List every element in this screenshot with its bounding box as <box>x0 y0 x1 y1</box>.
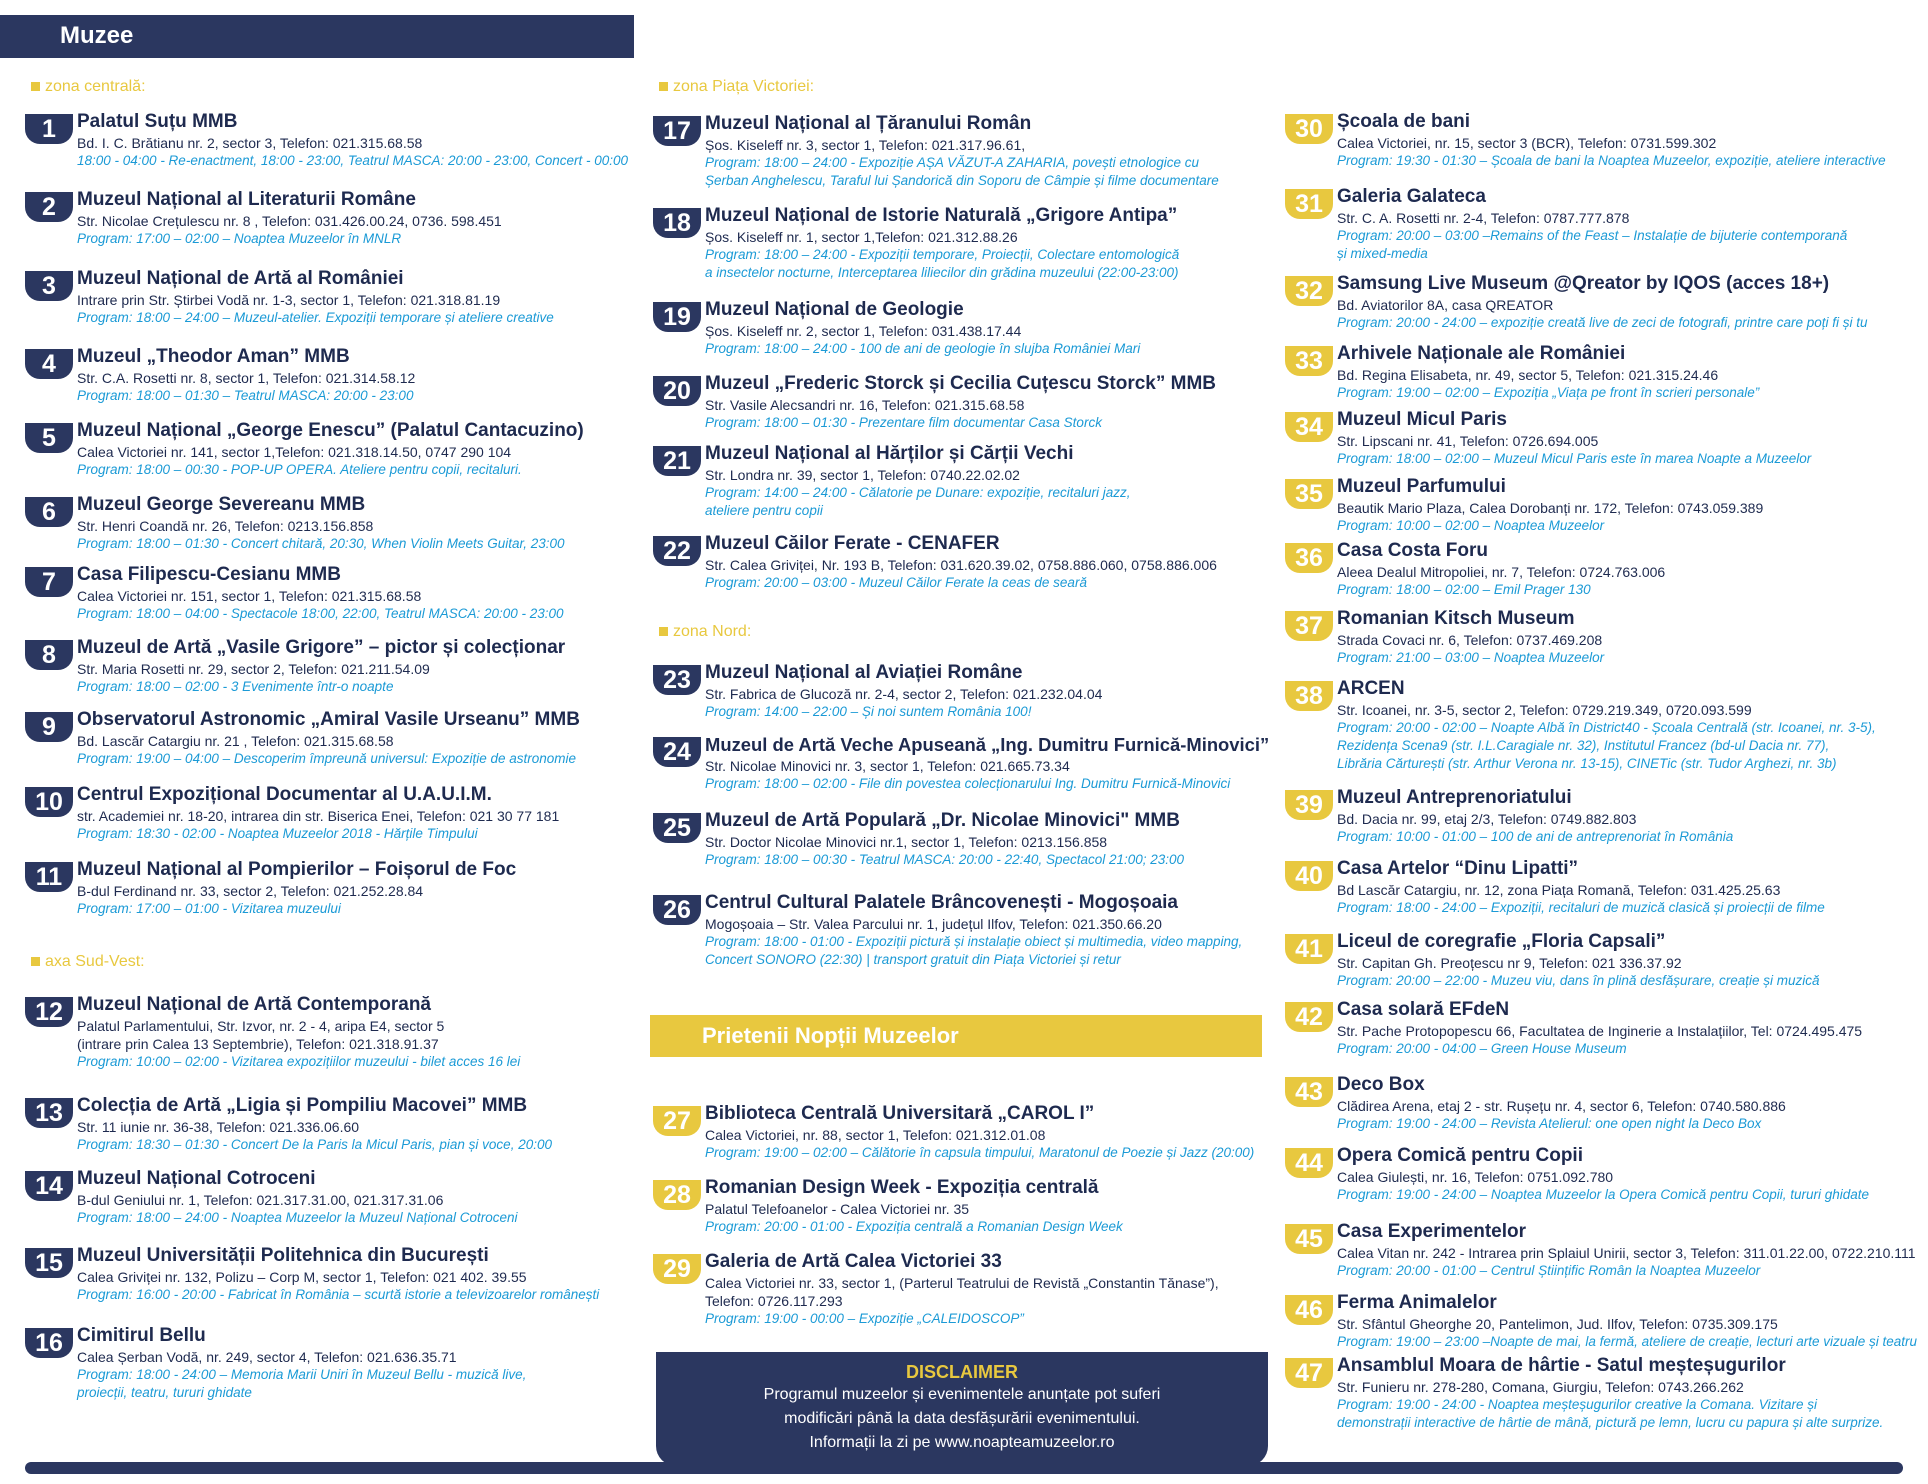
museum-name: Palatul Suțu MMB <box>77 111 238 132</box>
entry-number-badge: 4 <box>25 349 73 379</box>
museum-entry <box>1285 858 1925 931</box>
museum-address: Str. 11 iunie nr. 36-38, Telefon: 021.336.06.60 <box>77 1119 360 1135</box>
museum-address: Clădirea Arena, etaj 2 - str. Rușețu nr. 4, sector 6, Telefon: 0740.580.886 <box>1337 1098 1786 1114</box>
entry-number-badge: 45 <box>1285 1224 1333 1254</box>
museum-program: Program: 18:00 – 02:00 - 3 Evenimente într-o noapte <box>77 679 394 694</box>
entry-number-badge: 33 <box>1285 346 1333 376</box>
museum-name: Ansamblul Moara de hârtie - Satul meșteșugurilor <box>1337 1355 1786 1376</box>
museum-program: Program: 19:00 - 24:00 – Noaptea Muzeelor la Opera Comică pentru Copii, tururi ghidate <box>1337 1187 1870 1202</box>
museum-name: Colecția de Artă „Ligia și Pompiliu Macovei” MMB <box>77 1095 528 1116</box>
museum-entry <box>25 494 640 567</box>
museum-program: Concert SONORO (22:30) | transport gratuit din Piața Victoriei și retur <box>705 952 1121 967</box>
museum-address: Str. Calea Griviței, Nr. 193 B, Telefon: 031.620.39.02, 0758.886.060, 0758.886.006 <box>705 557 1217 573</box>
museum-program: Program: 18:00 – 00:30 - Teatrul MASCA: 20:00 - 22:40, Spectacol 21:00; 23:00 <box>705 852 1185 867</box>
entry-number-badge: 27 <box>653 1106 701 1136</box>
museum-program: Program: 19:00 – 23:00 –Noapte de mai, la fermă, ateliere de creație, lecturi arte vizuale și teatru <box>1337 1334 1918 1349</box>
entry-number-badge: 2 <box>25 192 73 222</box>
museum-address: Calea Victoriei nr. 151, sector 1, Telefon: 021.315.68.58 <box>77 588 422 604</box>
museum-address: Str. Pache Protopopescu 66, Facultatea de Inginerie a Instalațiilor, Tel: 0724.495.475 <box>1337 1023 1863 1039</box>
museum-address: Calea Victoriei nr. 141, sector 1,Telefon: 021.318.14.50, 0747 290 104 <box>77 444 512 460</box>
museum-program: Program: 19:30 - 01:30 – Școala de bani la Noaptea Muzeelor, expoziție, ateliere interactive <box>1337 153 1886 168</box>
museum-name: Muzeul Căilor Ferate - CENAFER <box>705 533 1000 554</box>
museum-name: Muzeul Național al Literaturii Române <box>77 189 416 210</box>
museum-program: Program: 18:00 – 01:30 - Concert chitară, 20:30, When Violin Meets Guitar, 23:00 <box>77 536 565 551</box>
museum-program: a insectelor nocturne, Interceptarea liliecilor din grădina muzeului (22:00-23:00) <box>705 265 1179 280</box>
museum-address: Calea Giulești, nr. 16, Telefon: 0751.092.780 <box>1337 1169 1614 1185</box>
museum-program: Program: 19:00 - 00:00 – Expoziție „CALEIDOSCOP” <box>705 1311 1024 1326</box>
museum-program: Program: 10:00 - 01:00 – 100 de ani de antreprenoriat în România <box>1337 829 1734 844</box>
museum-entry <box>653 1103 1273 1176</box>
entry-number-badge: 44 <box>1285 1148 1333 1178</box>
friends-banner-title: Prietenii Nopții Muzeelor <box>702 1023 959 1048</box>
museum-program: Program: 10:00 – 02:00 – Noaptea Muzeelor <box>1337 518 1605 533</box>
museum-entry <box>1285 608 1925 681</box>
museum-address: Intrare prin Str. Știrbei Vodă nr. 1-3, sector 1, Telefon: 021.318.81.19 <box>77 292 501 308</box>
museum-program: Program: 20:00 - 04:00 – Green House Museum <box>1337 1041 1627 1056</box>
museum-program: Program: 18:00 – 04:00 - Spectacole 18:00, 22:00, Teatrul MASCA: 20:00 - 23:00 <box>77 606 564 621</box>
museum-name: Casa Artelor “Dinu Lipatti” <box>1337 858 1579 879</box>
entry-number-badge: 22 <box>653 536 701 566</box>
museum-name: Muzeul Național al Hărților și Cărții Vechi <box>705 443 1074 464</box>
museum-program: Program: 19:00 – 02:00 – Expoziția „Viața pe front în scrieri personale” <box>1337 385 1760 400</box>
entry-number-badge: 6 <box>25 497 73 527</box>
museum-program: proiecții, teatru, tururi ghidate <box>77 1385 252 1400</box>
museum-program: Program: 20:00 - 02:00 – Noapte Albă în District40 - Școala Centrală (str. Icoanei, nr. 3-5), <box>1337 720 1876 735</box>
entry-number-badge: 15 <box>25 1248 73 1278</box>
entry-number-badge: 21 <box>653 446 701 476</box>
museum-entry <box>653 662 1273 735</box>
museums-header <box>0 15 634 58</box>
museum-name: Centrul Cultural Palatele Brâncovenești - Mogoșoaia <box>705 892 1178 913</box>
museum-entry <box>25 1168 640 1241</box>
museum-entry <box>1285 1145 1925 1218</box>
museum-address: Str. C. A. Rosetti nr. 2-4, Telefon: 0787.777.878 <box>1337 210 1630 226</box>
museum-name: Muzeul Național de Artă al României <box>77 268 404 289</box>
museum-program: Șerban Anghelescu, Taraful lui Șandorică din Soporu de Câmpie și filme documentare <box>705 173 1219 188</box>
museum-name: Opera Comică pentru Copii <box>1337 1145 1583 1166</box>
museum-entry <box>25 346 640 419</box>
entry-number-badge: 9 <box>25 712 73 742</box>
entry-number-badge: 37 <box>1285 611 1333 641</box>
museum-entry <box>25 1095 640 1168</box>
museum-name: Muzeul Național al Aviației Române <box>705 662 1023 683</box>
zone-label <box>31 78 146 96</box>
museum-address: Palatul Parlamentului, Str. Izvor, nr. 2 - 4, aripa E4, sector 5 <box>77 1018 445 1034</box>
entry-number-badge: 7 <box>25 567 73 597</box>
museum-program: Program: 20:00 - 24:00 – expoziție creată live de zeci de fotografi, printre care poți fi și tu <box>1337 315 1868 330</box>
entry-number-badge: 30 <box>1285 114 1333 144</box>
museum-entry <box>25 1325 640 1400</box>
museum-entry <box>25 637 640 710</box>
museum-program: Program: 19:00 – 02:00 – Călătorie în capsula timpului, Maratonul de Poezie și Jazz (20:00) <box>705 1145 1255 1160</box>
museum-program: Program: 18:30 – 01:30 - Concert De la Paris la Micul Paris, pian și voce, 20:00 <box>77 1137 552 1152</box>
entry-number-badge: 47 <box>1285 1358 1333 1388</box>
museum-address: Șos. Kiseleff nr. 2, sector 1, Telefon: 031.438.17.44 <box>705 323 1022 339</box>
disclaimer-title: DISCLAIMER <box>906 1362 1018 1382</box>
museum-program: Program: 18:00 – 01:30 – Teatrul MASCA: 20:00 - 23:00 <box>77 388 414 403</box>
museum-entry <box>25 709 640 782</box>
disclaimer-box <box>656 1352 1268 1466</box>
museum-entry <box>1285 999 1925 1072</box>
museum-entry <box>653 113 1273 188</box>
museum-entry <box>25 268 640 341</box>
museum-address: Beautik Mario Plaza, Calea Dorobanți nr. 172, Telefon: 0743.059.389 <box>1337 500 1764 516</box>
museum-name: Muzeul Național de Artă Contemporană <box>77 994 431 1015</box>
museum-entry <box>1285 540 1925 613</box>
museum-program: Librăria Cărturești (str. Arthur Verona nr. 13-15), CINETic (str. Tudor Arghezi, nr. 3b) <box>1337 756 1837 771</box>
museum-name: Muzeul Național al Pompierilor – Foișorul de Foc <box>77 859 517 880</box>
museum-program: Program: 18:00 – 01:30 - Prezentare film documentar Casa Storck <box>705 415 1102 430</box>
museum-program: Program: 18:00 – 24:00 - Expoziții temporare, Proiecții, Colectare entomologică <box>705 247 1180 262</box>
museum-name: Muzeul George Severeanu MMB <box>77 494 366 515</box>
museum-program: Program: 20:00 - 01:00 – Centrul Științific Român la Noaptea Muzeelor <box>1337 1263 1761 1278</box>
entry-number-badge: 43 <box>1285 1077 1333 1107</box>
entry-number-badge: 13 <box>25 1098 73 1128</box>
museum-address: Bd. Regina Elisabeta, nr. 49, sector 5, Telefon: 021.315.24.46 <box>1337 367 1719 383</box>
museum-name: Muzeul „Theodor Aman” MMB <box>77 346 350 367</box>
museum-address: Calea Victoriei, nr. 88, sector 1, Telefon: 021.312.01.08 <box>705 1127 1046 1143</box>
entry-number-badge: 40 <box>1285 861 1333 891</box>
museum-address: Str. Nicolae Crețulescu nr. 8 , Telefon: 031.426.00.24, 0736. 598.451 <box>77 213 502 229</box>
museum-name: Cimitirul Bellu <box>77 1325 206 1346</box>
entry-number-badge: 41 <box>1285 934 1333 964</box>
museum-name: Galeria Galateca <box>1337 186 1486 207</box>
entry-number-badge: 39 <box>1285 790 1333 820</box>
entry-number-badge: 31 <box>1285 189 1333 219</box>
museum-address: Bd. Dacia nr. 99, etaj 2/3, Telefon: 0749.882.803 <box>1337 811 1637 827</box>
entry-number-badge: 35 <box>1285 479 1333 509</box>
entry-number-badge: 8 <box>25 640 73 670</box>
museum-entry <box>1285 409 1925 482</box>
museum-address: B-dul Geniului nr. 1, Telefon: 021.317.31.00, 021.317.31.06 <box>77 1192 444 1208</box>
museum-address: Str. C.A. Rosetti nr. 8, sector 1, Telefon: 021.314.58.12 <box>77 370 416 386</box>
museum-name: Casa Filipescu-Cesianu MMB <box>77 564 341 585</box>
museum-address: Calea Victoriei nr. 33, sector 1, (Parterul Teatrului de Revistă „Constantin Tănase”), <box>705 1275 1219 1291</box>
entry-number-badge: 16 <box>25 1328 73 1358</box>
museum-entry <box>1285 1355 1925 1430</box>
museum-name: Muzeul Național de Istorie Naturală „Grigore Antipa” <box>705 205 1178 226</box>
museum-address: str. Academiei nr. 18-20, intrarea din str. Biserica Enei, Telefon: 021 30 77 181 <box>77 808 560 824</box>
museum-address: Aleea Dealul Mitropoliei, nr. 7, Telefon: 0724.763.006 <box>1337 564 1666 580</box>
museum-entry <box>1285 186 1925 261</box>
zone-bullet-icon <box>31 957 40 966</box>
museum-entry <box>25 859 640 932</box>
museum-program: Program: 21:00 – 03:00 – Noaptea Muzeelor <box>1337 650 1605 665</box>
museum-address: Str. Funieru nr. 278-280, Comana, Giurgiu, Telefon: 0743.266.262 <box>1337 1379 1744 1395</box>
zone-label-text: zona centrală: <box>45 78 146 95</box>
zone-bullet-icon <box>659 627 668 636</box>
museum-entry <box>653 373 1273 446</box>
entry-number-badge: 20 <box>653 376 701 406</box>
museum-name: Muzeul „Frederic Storck și Cecilia Cuțescu Storck” MMB <box>705 373 1217 394</box>
disclaimer-line: Informații la zi pe www.noapteamuzeelor.ro <box>809 1434 1115 1451</box>
zone-bullet-icon <box>31 82 40 91</box>
museum-address: Str. Londra nr. 39, sector 1, Telefon: 0740.22.02.02 <box>705 467 1020 483</box>
museum-name: Muzeul Național Cotroceni <box>77 1168 316 1189</box>
museum-address: Strada Covaci nr. 6, Telefon: 0737.469.208 <box>1337 632 1603 648</box>
museum-program: Program: 20:00 – 03:00 - Muzeul Căilor Ferate la ceas de seară <box>705 575 1087 590</box>
museum-program: Program: 16:00 - 20:00 - Fabricat în România – scurtă istorie a televizoarelor românești <box>77 1287 600 1302</box>
museum-name: Casa solară EFdeN <box>1337 999 1510 1020</box>
entry-number-badge: 1 <box>25 114 73 144</box>
museum-program: Program: 17:00 – 02:00 – Noaptea Muzeelor în MNLR <box>77 231 402 246</box>
entry-number-badge: 42 <box>1285 1002 1333 1032</box>
museum-name: Muzeul Micul Paris <box>1337 409 1507 430</box>
museum-program: Program: 17:00 – 01:00 - Vizitarea muzeului <box>77 901 341 916</box>
disclaimer-line: Programul muzeelor și evenimentele anunțate pot suferi <box>763 1386 1161 1403</box>
museum-program: Program: 18:00 – 02:00 – Muzeul Micul Paris este în marea Noapte a Muzeelor <box>1337 451 1812 466</box>
museum-entry <box>1285 273 1925 346</box>
disclaimer-line: modificări până la data desfășurării evenimentului. <box>784 1410 1140 1427</box>
entry-number-badge: 5 <box>25 423 73 453</box>
museum-entry <box>25 420 640 493</box>
museum-program: Program: 18:00 – 24:00 – Muzeul-atelier. Expoziții temporare și ateliere creative <box>77 310 554 325</box>
museum-name: Arhivele Naționale ale României <box>1337 343 1626 364</box>
museum-entry <box>25 994 640 1069</box>
museum-program: Program: 20:00 - 01:00 - Expoziția centrală a Romanian Design Week <box>705 1219 1123 1234</box>
museum-program: Program: 19:00 - 24:00 - Noaptea meșteșugurilor creative la Comana. Vizitare și <box>1337 1397 1817 1412</box>
museum-program: Program: 18:00 – 02:00 - File din povestea colecționarului Ing. Dumitru Furnică-Minovici <box>705 776 1231 791</box>
museum-name: Muzeul de Artă Veche Apuseană „Ing. Dumitru Furnică-Minovici” <box>705 734 1270 755</box>
museum-name: Deco Box <box>1337 1074 1425 1095</box>
museum-entry <box>653 1251 1273 1326</box>
museum-program: Program: 19:00 - 24:00 – Revista Atelierul: one open night la Deco Box <box>1337 1116 1762 1131</box>
entry-number-badge: 23 <box>653 665 701 695</box>
museum-entry <box>25 1245 640 1318</box>
museum-entry <box>25 111 640 184</box>
museum-address: Bd. Lascăr Catargiu nr. 21 , Telefon: 021.315.68.58 <box>77 733 394 749</box>
museum-name: Muzeul Antreprenoriatului <box>1337 787 1572 808</box>
museum-name: Muzeul Național „George Enescu” (Palatul Cantacuzino) <box>77 420 584 441</box>
museum-program: Program: 18:00 – 00:30 - POP-UP OPERA. Ateliere pentru copii, recitaluri. <box>77 462 522 477</box>
museum-name: Muzeul Național al Țăranului Român <box>705 113 1032 134</box>
entry-number-badge: 28 <box>653 1180 701 1210</box>
museum-program: Program: 14:00 – 22:00 – Și noi suntem România 100! <box>705 704 1032 719</box>
museum-name: Centrul Expozițional Documentar al U.A.U.I.M. <box>77 784 492 805</box>
museum-address: Calea Victoriei, nr. 15, sector 3 (BCR), Telefon: 0731.599.302 <box>1337 135 1717 151</box>
museum-program: Program: 18:00 – 24:00 - Expoziție AȘA VĂZUT-A ZAHARIA, povești etnologice cu <box>705 155 1199 170</box>
museums-header-title: Muzee <box>60 22 134 49</box>
museum-name: Galeria de Artă Calea Victoriei 33 <box>705 1251 1002 1272</box>
museum-program: Program: 18:30 - 02:00 - Noaptea Muzeelor 2018 - Hărțile Timpului <box>77 826 478 841</box>
museum-entry <box>1285 111 1925 184</box>
entry-number-badge: 32 <box>1285 276 1333 306</box>
zone-label <box>659 623 751 641</box>
museum-name: Casa Experimentelor <box>1337 1221 1527 1242</box>
museum-address: Mogoșoaia – Str. Valea Parcului nr. 1, județul Ilfov, Telefon: 021.350.66.20 <box>705 916 1162 932</box>
museum-name: Ferma Animalelor <box>1337 1292 1497 1313</box>
museum-name: Muzeul Național de Geologie <box>705 299 964 320</box>
museum-program: Program: 20:00 – 03:00 –Remains of the Feast – Instalație de bijuterie contemporană <box>1337 228 1848 243</box>
museum-address: Bd. Aviatorilor 8A, casa QREATOR <box>1337 297 1554 313</box>
museum-entry <box>653 734 1273 807</box>
museum-name: ARCEN <box>1337 678 1405 699</box>
museum-program: Program: 20:00 – 22:00 - Muzeu viu, dans în plină desfășurare, creație și muzică <box>1337 973 1820 988</box>
museum-entry <box>653 892 1273 967</box>
museum-entry <box>1285 476 1925 549</box>
museum-address: Șos. Kiseleff nr. 1, sector 1,Telefon: 021.312.88.26 <box>705 229 1018 245</box>
museum-address: Str. Fabrica de Glucoză nr. 2-4, sector 2, Telefon: 021.232.04.04 <box>705 686 1103 702</box>
museum-address: B-dul Ferdinand nr. 33, sector 2, Telefon: 021.252.28.84 <box>77 883 424 899</box>
museum-program: Program: 18:00 – 02:00 – Emil Prager 130 <box>1337 582 1591 597</box>
museum-name: Romanian Design Week - Expoziția centrală <box>705 1177 1099 1198</box>
museum-program: Program: 18:00 – 24:00 - 100 de ani de geologie în slujba României Mari <box>705 341 1141 356</box>
museum-program: Program: 18:00 - 01:00 - Expoziții pictură și instalație obiect și multimedia, video mapping, <box>705 934 1243 949</box>
entry-number-badge: 46 <box>1285 1295 1333 1325</box>
entry-number-badge: 36 <box>1285 543 1333 573</box>
museum-address: Calea Șerban Vodă, nr. 249, sector 4, Telefon: 021.636.35.71 <box>77 1349 457 1365</box>
museum-name: Muzeul Universității Politehnica din București <box>77 1245 489 1266</box>
museum-entry <box>1285 343 1925 416</box>
museum-name: Muzeul Parfumului <box>1337 476 1506 497</box>
zone-bullet-icon <box>659 82 668 91</box>
entry-number-badge: 19 <box>653 302 701 332</box>
entry-number-badge: 14 <box>25 1171 73 1201</box>
museum-entry <box>1285 1221 1925 1294</box>
museum-program: Program: 14:00 – 24:00 - Călatorie pe Dunare: expoziție, recitaluri jazz, <box>705 485 1131 500</box>
museum-address: Calea Vitan nr. 242 - Intrarea prin Splaiul Unirii, sector 3, Telefon: 311.01.22.00, 0722.210.111 <box>1337 1245 1916 1261</box>
museum-program: ateliere pentru copii <box>705 503 823 518</box>
museum-address: (intrare prin Calea 13 Septembrie), Telefon: 021.318.91.37 <box>77 1036 439 1052</box>
museum-address: Str. Nicolae Minovici nr. 3, sector 1, Telefon: 021.665.73.34 <box>705 758 1070 774</box>
museum-entry <box>653 299 1273 372</box>
footer-bar <box>25 1462 1903 1474</box>
zone-label <box>659 78 814 96</box>
museum-program: Program: 18:00 - 24:00 – Memoria Marii Uniri în Muzeul Bellu - muzică live, <box>77 1367 527 1382</box>
museum-name: Școala de bani <box>1337 111 1471 132</box>
museum-address: Palatul Telefoanelor - Calea Victoriei nr. 35 <box>705 1201 970 1217</box>
museum-address: Str. Sfântul Gheorghe 20, Pantelimon, Jud. Ilfov, Telefon: 0735.309.175 <box>1337 1316 1778 1332</box>
zone-label-text: zona Piața Victoriei: <box>673 78 815 95</box>
museum-program: Program: 18:00 – 24:00 - Noaptea Muzeelor la Muzeul Național Cotroceni <box>77 1210 518 1225</box>
entry-number-badge: 34 <box>1285 412 1333 442</box>
museum-address: Str. Henri Coandă nr. 26, Telefon: 0213.156.858 <box>77 518 374 534</box>
museum-name: Casa Costa Foru <box>1337 540 1488 561</box>
museum-address: Str. Lipscani nr. 41, Telefon: 0726.694.005 <box>1337 433 1599 449</box>
entry-number-badge: 38 <box>1285 681 1333 711</box>
museum-entry <box>653 1177 1273 1250</box>
museum-address: Str. Maria Rosetti nr. 29, sector 2, Telefon: 021.211.54.09 <box>77 661 430 677</box>
museum-name: Observatorul Astronomic „Amiral Vasile Urseanu” MMB <box>77 709 580 730</box>
museum-name: Samsung Live Museum @Qreator by IQOS (acces 18+) <box>1337 273 1830 294</box>
museum-address: Str. Vasile Alecsandri nr. 16, Telefon: 021.315.68.58 <box>705 397 1025 413</box>
museum-entry <box>653 533 1273 606</box>
entry-number-badge: 17 <box>653 116 701 146</box>
museum-program: 18:00 - 04:00 - Re-enactment, 18:00 - 23:00, Teatrul MASCA: 20:00 - 23:00, Concert - 00:00 <box>77 153 629 168</box>
museum-program: Program: 19:00 – 04:00 – Descoperim împreună universul: Expoziție de astronomie <box>77 751 577 766</box>
museum-name: Biblioteca Centrală Universitară „CAROL I” <box>705 1103 1095 1124</box>
museum-name: Muzeul de Artă Populară „Dr. Nicolae Minovici" MMB <box>705 810 1180 831</box>
museum-address: Str. Doctor Nicolae Minovici nr.1, sector 1, Telefon: 0213.156.858 <box>705 834 1108 850</box>
museum-entry <box>1285 787 1925 860</box>
museum-address: Bd Lascăr Catargiu, nr. 12, zona Piața Romană, Telefon: 031.425.25.63 <box>1337 882 1781 898</box>
museum-address: Str. Icoanei, nr. 3-5, sector 2, Telefon: 0729.219.349, 0720.093.599 <box>1337 702 1752 718</box>
museum-address: Telefon: 0726.117.293 <box>705 1293 843 1309</box>
museum-program: Rezidența Scena9 (str. I.L.Caragiale nr. 32), Institutul Francez (bd-ul Dacia nr. 77), <box>1337 738 1830 753</box>
museum-name: Liceul de coregrafie „Floria Capsali” <box>1337 931 1666 952</box>
museum-address: Bd. I. C. Brătianu nr. 2, sector 3, Telefon: 021.315.68.58 <box>77 135 423 151</box>
entry-number-badge: 12 <box>25 997 73 1027</box>
museum-entry <box>25 189 640 262</box>
zone-label <box>31 953 145 971</box>
museum-program: Program: 18:00 - 24:00 – Expoziții, recitaluri de muzică clasică și proiecții de filme <box>1337 900 1825 915</box>
museum-entry <box>1285 1074 1925 1147</box>
museum-program: și mixed-media <box>1337 246 1428 261</box>
zone-label-text: zona Nord: <box>673 623 752 640</box>
entry-number-badge: 11 <box>25 862 73 892</box>
museum-entry <box>25 784 640 857</box>
museum-entry <box>653 205 1273 280</box>
museum-entry <box>25 564 640 637</box>
museum-program: demonstrații interactive de hârtie de mână, pictură pe lemn, lucru cu papura și alte surprize. <box>1337 1415 1884 1430</box>
museum-program: Program: 10:00 – 02:00 - Vizitarea expozițiilor muzeului - bilet acces 16 lei <box>77 1054 521 1069</box>
museum-address: Str. Capitan Gh. Preoțescu nr 9, Telefon: 021 336.37.92 <box>1337 955 1682 971</box>
museum-entry <box>1285 678 1925 771</box>
entry-number-badge: 24 <box>653 737 701 767</box>
entry-number-badge: 25 <box>653 813 701 843</box>
zone-label-text: axa Sud-Vest: <box>45 953 145 970</box>
entry-number-badge: 3 <box>25 271 73 301</box>
entry-number-badge: 10 <box>25 787 73 817</box>
museum-entry <box>653 810 1273 883</box>
museum-entry <box>1285 931 1925 1004</box>
entry-number-badge: 18 <box>653 208 701 238</box>
museum-name: Romanian Kitsch Museum <box>1337 608 1575 629</box>
entry-number-badge: 26 <box>653 895 701 925</box>
friends-banner <box>650 1015 1262 1057</box>
museum-address: Calea Griviței nr. 132, Polizu – Corp M, sector 1, Telefon: 021 402. 39.55 <box>77 1269 527 1285</box>
entry-number-badge: 29 <box>653 1254 701 1284</box>
museum-entry <box>653 443 1273 518</box>
museum-address: Șos. Kiseleff nr. 3, sector 1, Telefon: 021.317.96.61, <box>705 137 1026 153</box>
museum-name: Muzeul de Artă „Vasile Grigore” – pictor și colecționar <box>77 637 566 658</box>
